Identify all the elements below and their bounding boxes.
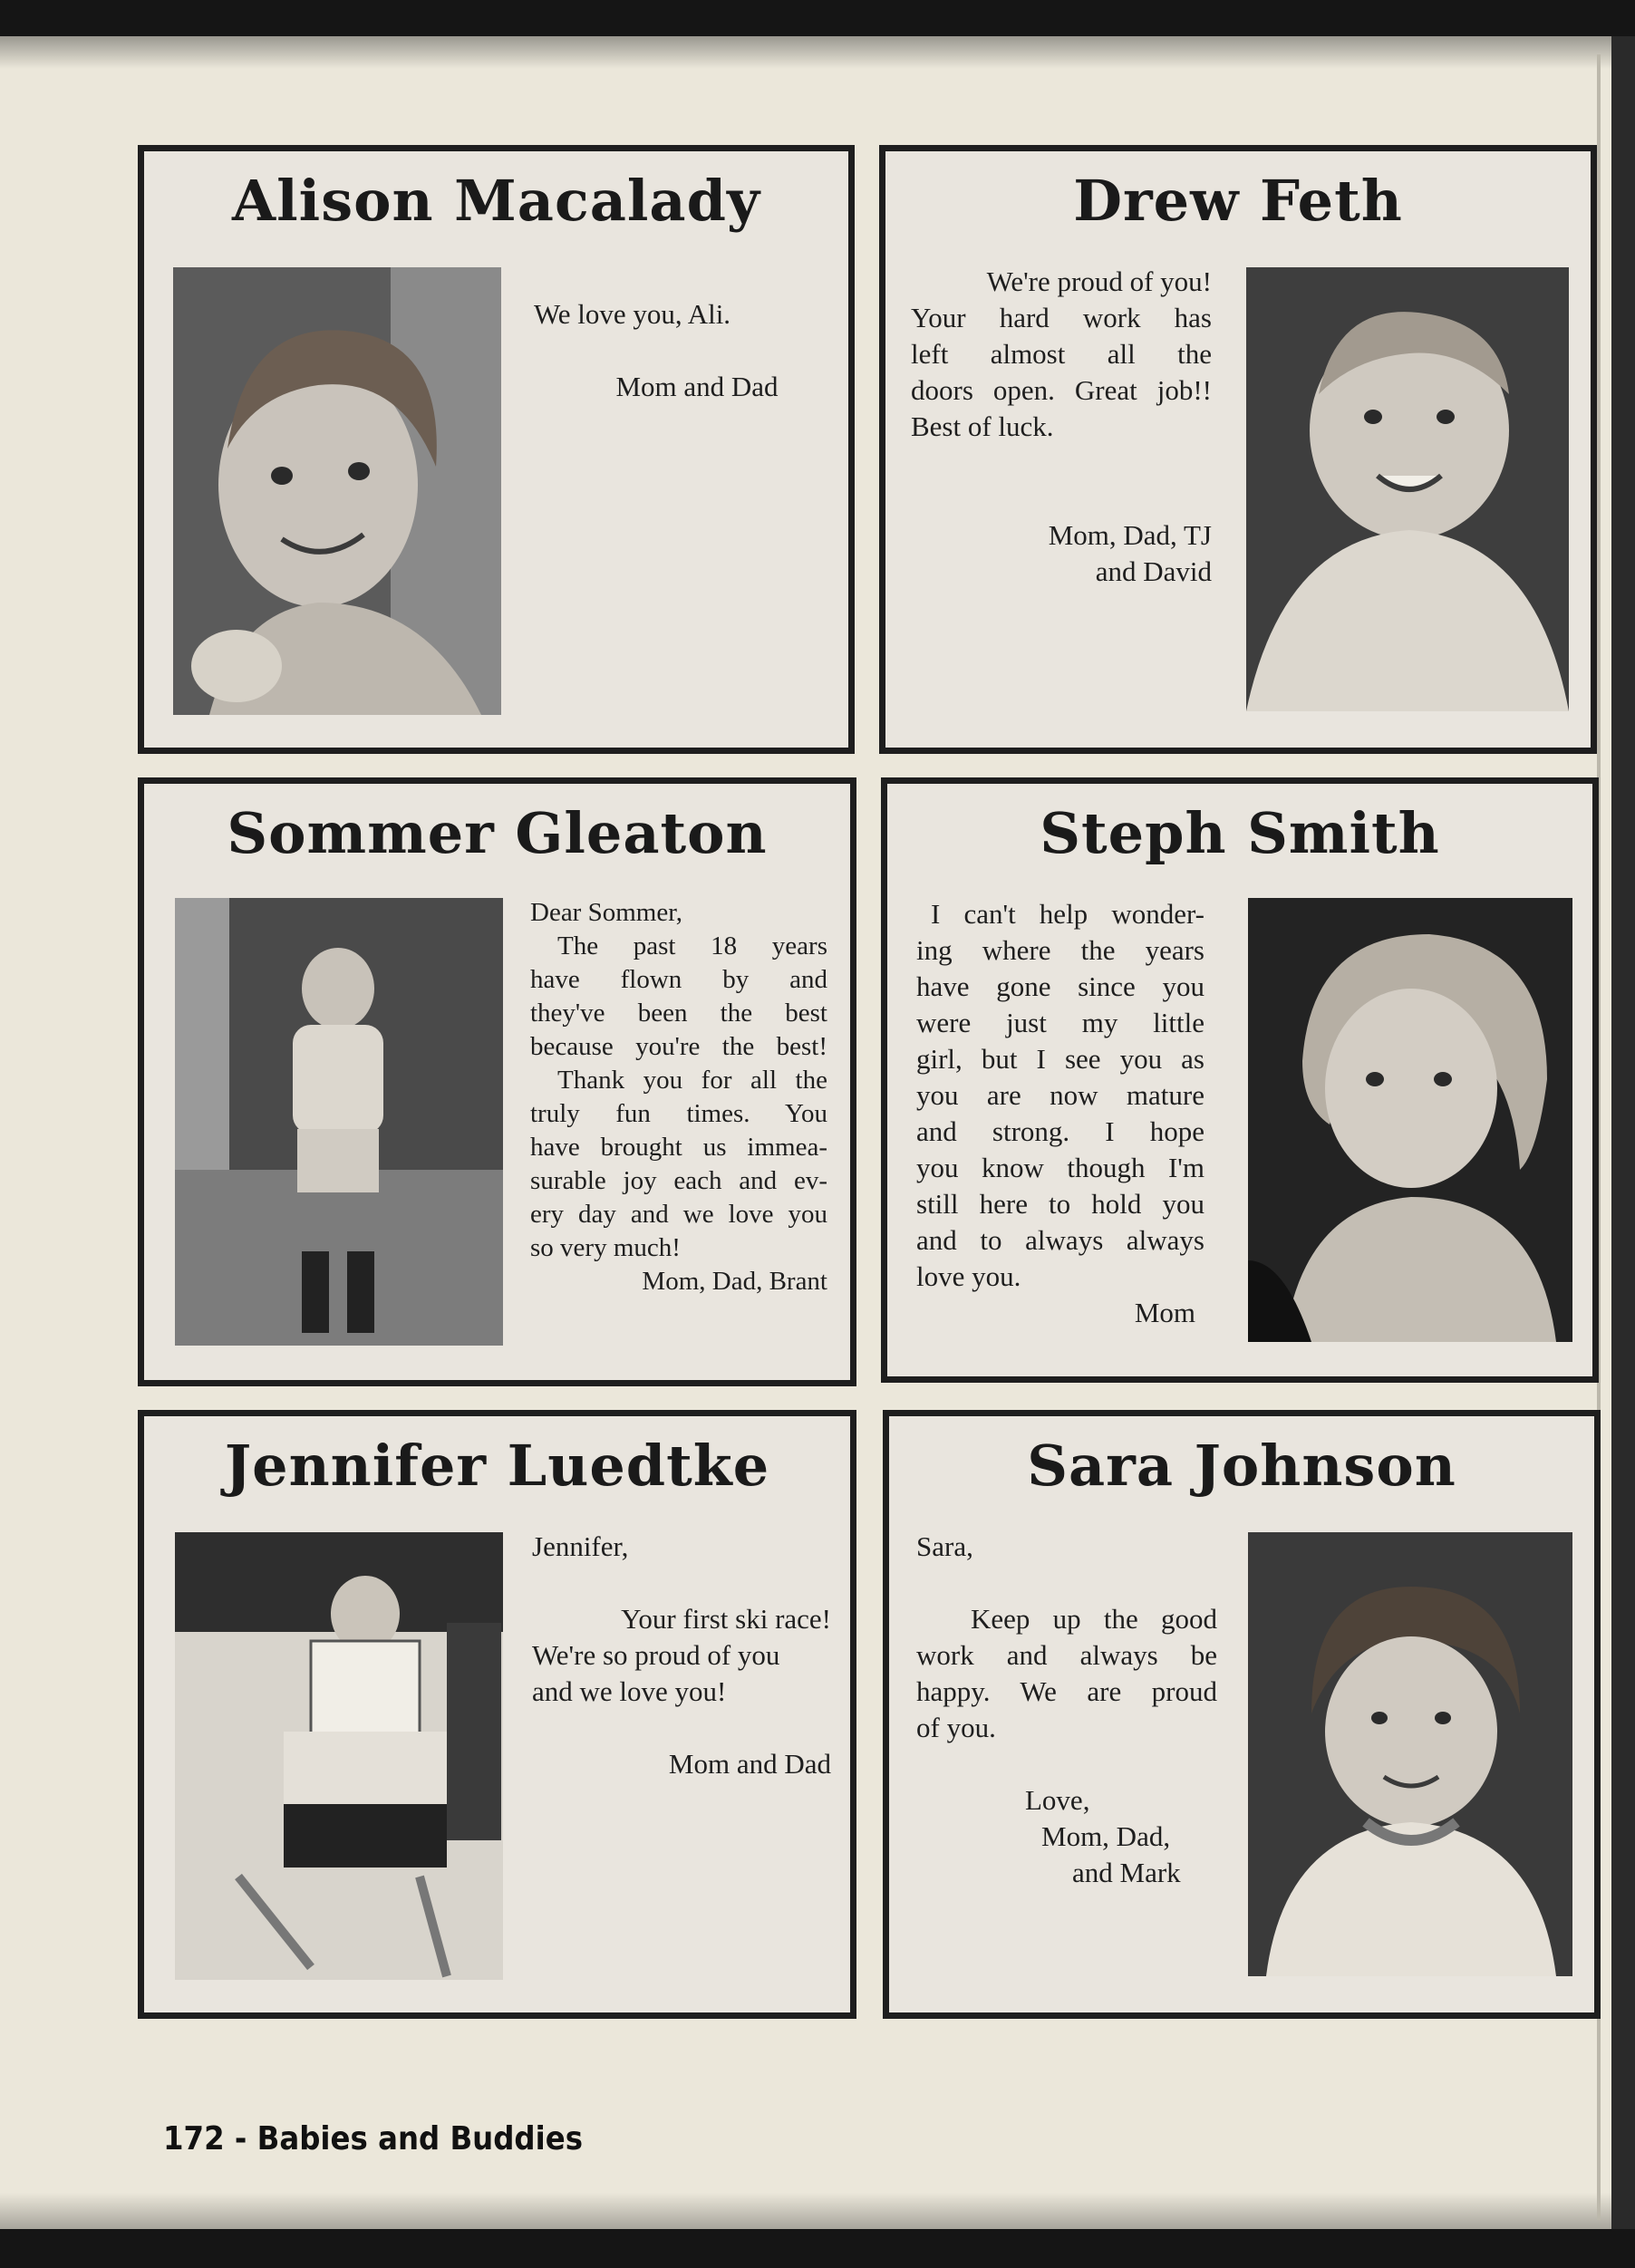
tribute-card-steph [881, 777, 1599, 1383]
message-line: Keep up the good [971, 1603, 1217, 1635]
section-title: Babies and Buddies [256, 2120, 583, 2157]
message-line: you are now mature [916, 1079, 1204, 1111]
message-line: and to always always [916, 1224, 1204, 1256]
tribute-message [916, 1529, 1217, 1891]
message-line: have gone since you [916, 970, 1204, 1002]
message-line: have brought us immea- [530, 1133, 827, 1162]
child-photo [175, 898, 503, 1346]
child-photo [175, 1532, 503, 1980]
message-line: happy. We are proud [916, 1675, 1217, 1707]
message-line: have flown by and [530, 965, 827, 994]
message-line: girl, but I see you as [916, 1043, 1204, 1075]
message-line: work and always be [916, 1639, 1217, 1671]
page-footer [163, 2120, 583, 2157]
message-line: Sara, [916, 1530, 973, 1562]
message-line: so very much! [530, 1233, 681, 1262]
message-line: Your hard work has [911, 302, 1212, 333]
message-line: left almost all the [911, 338, 1212, 370]
tribute-card-sommer [138, 777, 856, 1386]
child-photo [1246, 267, 1569, 711]
message-line: I can't help wonder- [931, 898, 1204, 930]
tribute-message [534, 296, 806, 405]
child-photo [1248, 1532, 1572, 1976]
tribute-message [530, 896, 827, 1298]
message-line: and strong. I hope [916, 1115, 1204, 1147]
tribute-card-alison [138, 145, 855, 754]
message-line: ery day and we love you [530, 1200, 827, 1229]
page-bottom-shadow [0, 2193, 1611, 2229]
message-line: they've been the best [530, 999, 827, 1028]
message-signature: and David [1095, 555, 1212, 587]
message-line: truly fun times. You [530, 1099, 827, 1128]
binding-edge [1611, 36, 1635, 2229]
message-line: We're proud of you! [986, 265, 1212, 297]
message-line: Dear Sommer, [530, 898, 682, 927]
message-line: you know though I'm [916, 1152, 1204, 1183]
message-line: of you. [916, 1712, 996, 1743]
message-signature: Mom, Dad, [1041, 1820, 1171, 1852]
message-signature: and Mark [1072, 1857, 1181, 1888]
tribute-message [532, 1529, 831, 1782]
message-signature: Mom and Dad [668, 1748, 831, 1780]
message-line: still here to hold you [916, 1188, 1204, 1220]
message-line: Your first ski race! [621, 1603, 831, 1635]
message-line: Best of luck. [911, 410, 1054, 442]
child-photo [1248, 898, 1572, 1342]
footer-separator: - [234, 2120, 247, 2157]
message-signature: Mom and Dad [615, 371, 779, 402]
card-title: Alison Macalady [232, 168, 760, 234]
card-title: Steph Smith [1040, 800, 1440, 866]
card-title: Drew Feth [1073, 168, 1403, 234]
message-line: love you. [916, 1260, 1021, 1292]
message-line: were just my little [916, 1007, 1204, 1038]
card-title: Sommer Gleaton [227, 800, 768, 866]
message-signature: Love, [1025, 1784, 1090, 1816]
message-line: doors open. Great job!! [911, 374, 1212, 406]
message-line: Jennifer, [532, 1530, 629, 1562]
message-signature: Mom [1134, 1297, 1195, 1328]
tribute-card-sara [883, 1410, 1601, 2019]
message-signature: Mom, Dad, TJ [1048, 519, 1212, 551]
message-line: The past 18 years [557, 931, 827, 960]
child-photo [173, 267, 501, 715]
message-line: We're so proud of you [532, 1639, 780, 1671]
tribute-message [916, 896, 1204, 1331]
message-line: because you're the best! [530, 1032, 827, 1061]
card-title: Sara Johnson [1027, 1433, 1456, 1499]
card-title: Jennifer Luedtke [224, 1433, 770, 1499]
message-line: ing where the years [916, 934, 1204, 966]
tribute-card-drew [879, 145, 1597, 754]
message-line: We love you, Ali. [534, 298, 731, 330]
page-number: 172 [163, 2120, 225, 2157]
message-line: and we love you! [532, 1675, 727, 1707]
message-line: surable joy each and ev- [530, 1166, 827, 1195]
message-line: Thank you for all the [557, 1066, 827, 1095]
tribute-message [911, 264, 1212, 590]
tribute-card-jennifer [138, 1410, 856, 2019]
message-signature: Mom, Dad, Brant [642, 1267, 827, 1296]
page-top-shadow [0, 36, 1611, 69]
